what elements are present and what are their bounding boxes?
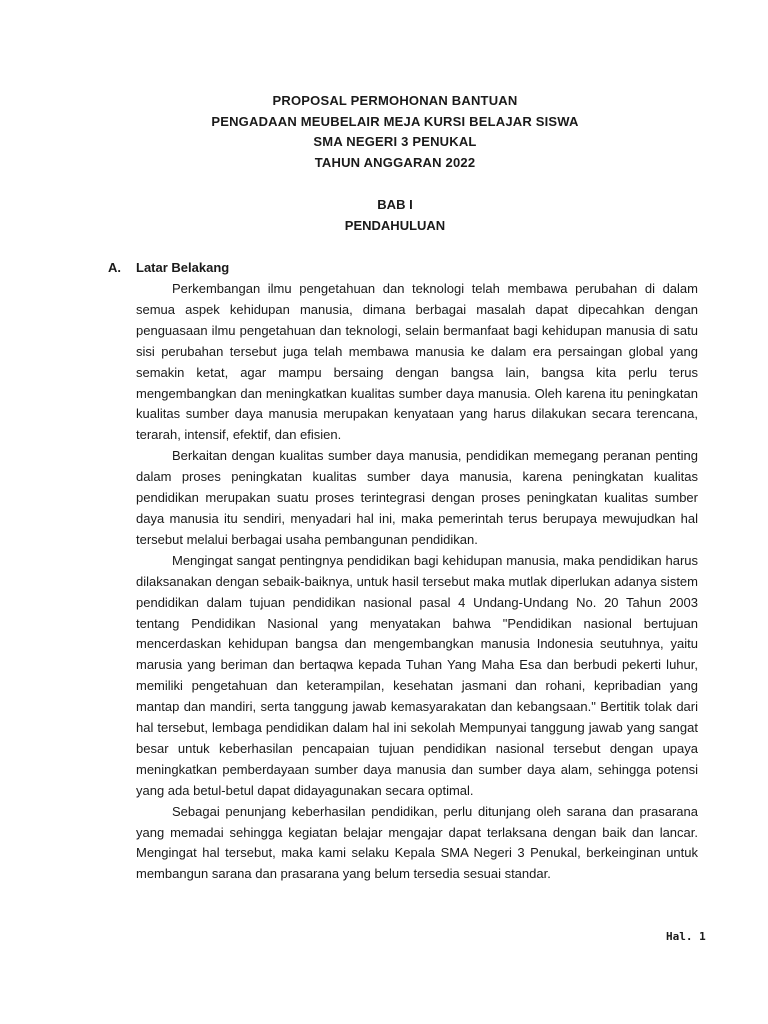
proposal-title-line-3: SMA NEGERI 3 PENUKAL (313, 134, 477, 149)
proposal-title-line-4: TAHUN ANGGARAN 2022 (314, 154, 476, 170)
paragraph: Sebagai penunjang keberhasilan pendidikan, perlu ditunjang oleh sarana dan prasarana yang memadai sehingga kegiatan belajar mengajar dapat terlaksana dengan baik dan lancar. Mengingat hal tersebut, maka kami selaku Kepala SMA Negeri 3 Penukal, berkeinginan untuk membangun sarana dan prasarana yang belum tersedia sesuai standar. (136, 803, 698, 882)
proposal-title-line-2: PENGADAAN MEUBELAIR MEJA KURSI BELAJAR SISWA (211, 113, 579, 129)
chapter-number: BAB I (377, 197, 413, 212)
chapter-heading (0, 195, 768, 237)
body-text (136, 279, 698, 885)
proposal-title-block (0, 91, 768, 173)
paragraph: Perkembangan ilmu pengetahuan dan teknologi telah membawa perubahan di dalam semua aspek kehidupan manusia, dimana berbagai masalah dapat dipecahkan dengan penguasaan ilmu pengetahuan dan teknologi, selain bermanfaat bagi kehidupan manusia di satu sisi perubahan tersebut juga telah membawa manusia ke dalam era persaingan global yang semakin ketat, agar mampu bersaing dengan bangsa lain, bangsa kita perlu terus mengembangkan dan meningkatkan kualitas sumber daya manusia. Oleh karena itu peningkatan kualitas sumber daya manusia merupakan kenyataan yang harus dilakukan secara terencana, terarah, intensif, efektif, dan efisien. (136, 281, 698, 443)
paragraph: Mengingat sangat pentingnya pendidikan bagi kehidupan manusia, maka pendidikan harus dilaksanakan dengan sebaik-baiknya, untuk hasil tersebut maka mutlak diperlukan adanya sistem pendidikan dalam tujuan pendidikan nasional pasal 4 Undang-Undang No. 20 Tahun 2003 tentang Pendidikan Nasional yang menyatakan bahwa "Pendidikan nasional bertujuan mencerdaskan kehidupan bangsa dan mengembangkan manusia Indonesia seutuhnya, yaitu marusia yang beriman dan bertaqwa kepada Tuhan Yang Maha Esa dan berbudi pekerti luhur, memiliki pengetahuan dan keterampilan, kesehatan jasmani dan rohani, kepribadian yang mantap dan mandiri, serta tanggung jawab kemasyarakatan dan kebangsaan." Bertitik tolak dari hal tersebut, lembaga pendidikan dalam hal ini sekolah Mempunyai tanggung jawab yang sangat besar untuk keberhasilan pencapaian tujuan pendidikan nasional tersebut dengan upaya meningkatkan pemberdayaan sumber daya manusia dan sumber daya alam, sehingga potensi yang ada betul-betul dapat didayagunakan secara optimal. (136, 552, 698, 798)
chapter-title: PENDAHULUAN (344, 218, 446, 233)
page-number: Hal. 1 (666, 930, 706, 943)
section-title: Latar Belakang (136, 260, 230, 275)
section-letter: A. (108, 260, 121, 275)
paragraph: Berkaitan dengan kualitas sumber daya manusia, pendidikan memegang peranan penting dalam proses peningkatan kualitas sumber daya manusia, karena peningkatan kualitas pendidikan merupakan suatu proses terintegrasi dengan proses peningkatan kualitas sumber daya manusia itu sendiri, menyadari hal ini, maka pemerintah terus berupaya mewujudkan hal tersebut melalui berbagai usaha pembangunan pendidikan. (136, 448, 698, 547)
proposal-title-line-1: PROPOSAL PERMOHONAN BANTUAN (272, 93, 518, 108)
section-heading (108, 258, 229, 278)
